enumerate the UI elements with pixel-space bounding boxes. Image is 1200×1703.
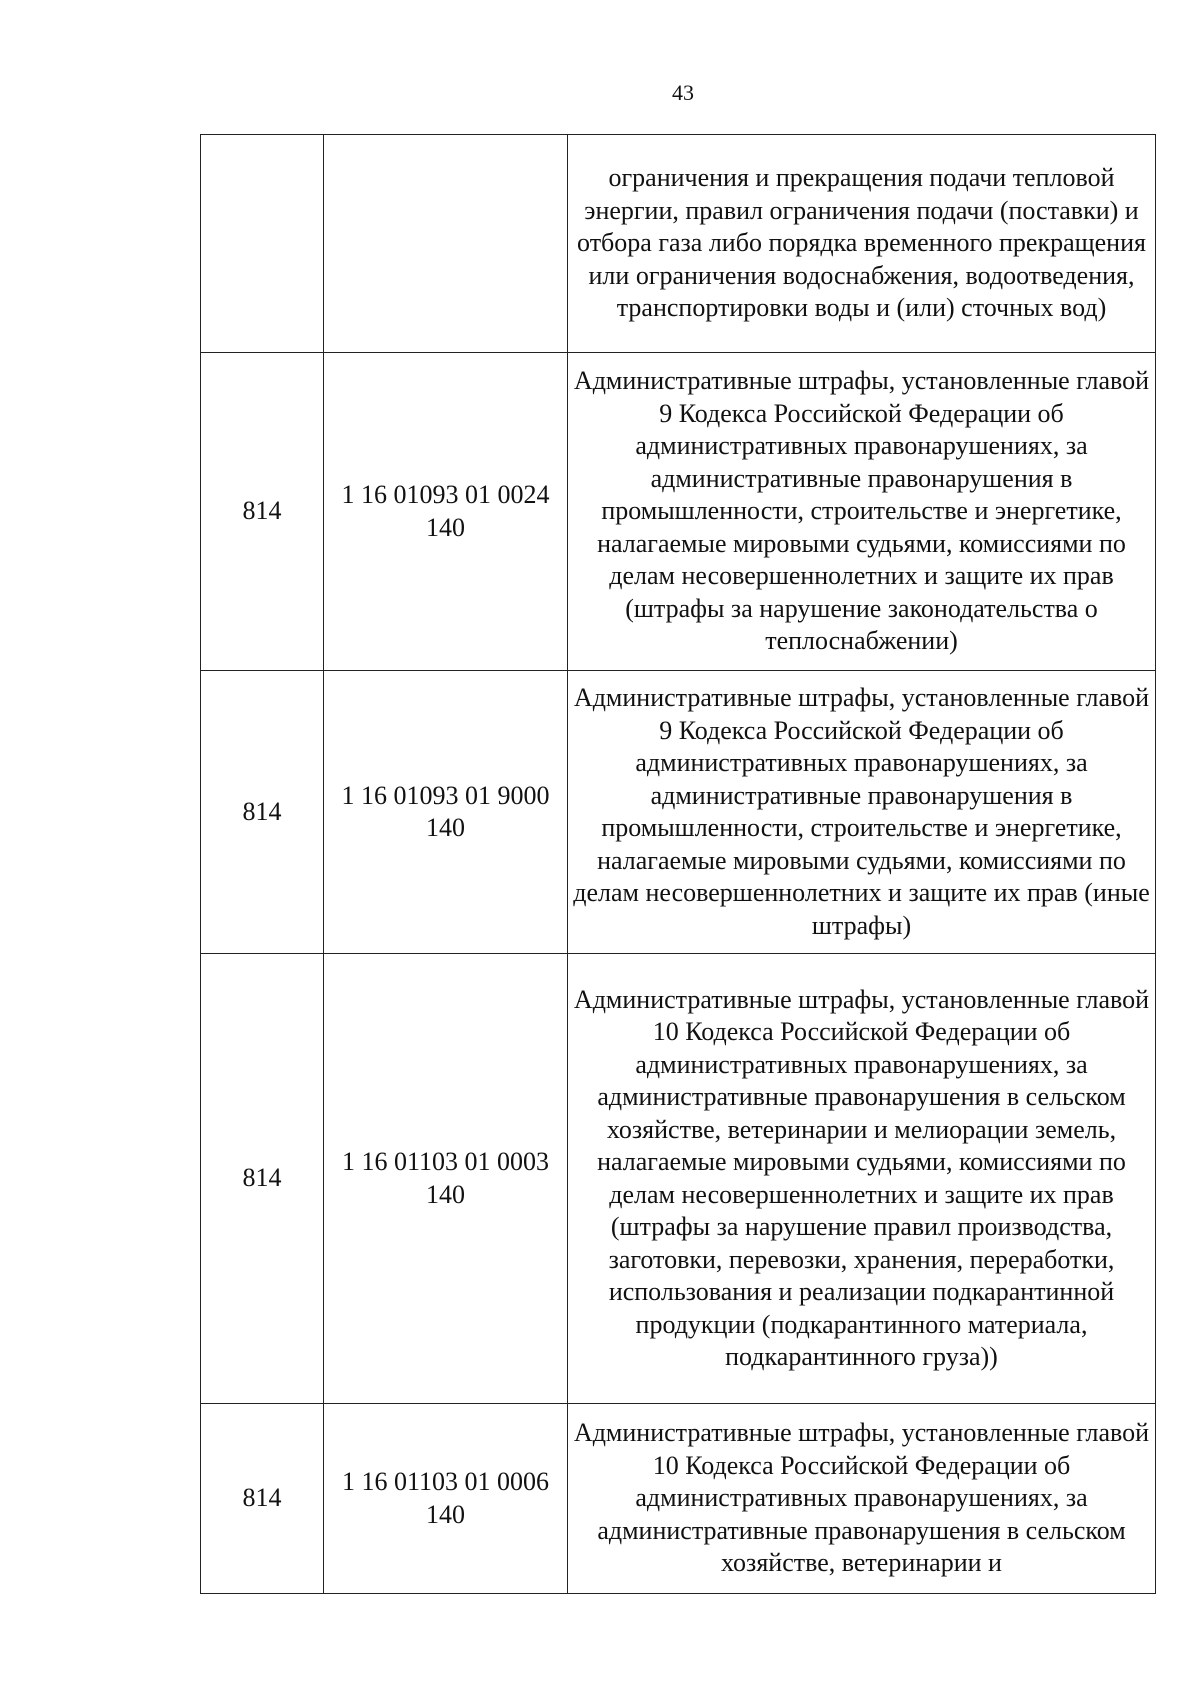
description-cell: Административные штрафы, установленные главой 9 Кодекса Российской Федерации об административных правонарушениях, за административные правонарушения в промышленности, строительстве и энергетике, налагаемые мировыми судьями, комиссиями по делам несовершеннолетних и защите их прав (штрафы за нарушение законодательства о теплоснабжении) bbox=[568, 353, 1156, 671]
kbk-code-part1: 1 16 01103 01 0003 bbox=[341, 1147, 550, 1176]
kbk-code-part1: 1 16 01093 01 0024 bbox=[341, 480, 550, 509]
table-row bbox=[201, 353, 1156, 671]
admin-code-cell: 814 bbox=[201, 353, 324, 671]
table-row bbox=[201, 1404, 1156, 1594]
budget-classification-table bbox=[200, 134, 1156, 1594]
table-row bbox=[201, 135, 1156, 353]
admin-code-cell: 814 bbox=[201, 954, 324, 1404]
description-cell: Административные штрафы, установленные главой 10 Кодекса Российской Федерации об административных правонарушениях, за административные правонарушения в сельском хозяйстве, ветеринарии и bbox=[568, 1404, 1156, 1594]
kbk-code-part2: 140 bbox=[426, 1179, 465, 1209]
kbk-code-cell bbox=[324, 671, 568, 954]
table-row bbox=[201, 671, 1156, 954]
admin-code-cell: 814 bbox=[201, 1404, 324, 1594]
kbk-code-part2: 140 bbox=[426, 512, 465, 542]
table-row bbox=[201, 954, 1156, 1404]
kbk-code-cell bbox=[324, 1404, 568, 1594]
admin-code-cell bbox=[201, 135, 324, 353]
admin-code-cell: 814 bbox=[201, 671, 324, 954]
kbk-code-cell bbox=[324, 135, 568, 353]
kbk-code-part2: 140 bbox=[426, 813, 465, 842]
description-cell: ограничения и прекращения подачи тепловой энергии, правил ограничения подачи (поставки) и отбора газа либо порядка временного прекращения или ограничения водоснабжения, водоотведения, транспортировки воды и (или) сточных вод) bbox=[568, 135, 1156, 353]
kbk-code-part2: 140 bbox=[426, 1499, 465, 1529]
kbk-code-cell bbox=[324, 353, 568, 671]
description-cell: Административные штрафы, установленные главой 10 Кодекса Российской Федерации об административных правонарушениях, за административные правонарушения в сельском хозяйстве, ветеринарии и мелиорации земель, налагаемые мировыми судьями, комиссиями по делам несовершеннолетних и защите их прав (штрафы за нарушение правил производства, заготовки, перевозки, хранения, переработки, использования и реализации подкарантинной продукции (подкарантинного материала, подкарантинного груза)) bbox=[568, 954, 1156, 1404]
description-cell: Административные штрафы, установленные главой 9 Кодекса Российской Федерации об административных правонарушениях, за административные правонарушения в промышленности, строительстве и энергетике, налагаемые мировыми судьями, комиссиями по делам несовершеннолетних и защите их прав (иные штрафы) bbox=[568, 671, 1156, 954]
kbk-code-part1: 1 16 01093 01 9000 bbox=[341, 780, 550, 810]
kbk-code-part1: 1 16 01103 01 0006 bbox=[341, 1467, 550, 1496]
kbk-code-cell bbox=[324, 954, 568, 1404]
page-number: 43 bbox=[672, 80, 694, 105]
